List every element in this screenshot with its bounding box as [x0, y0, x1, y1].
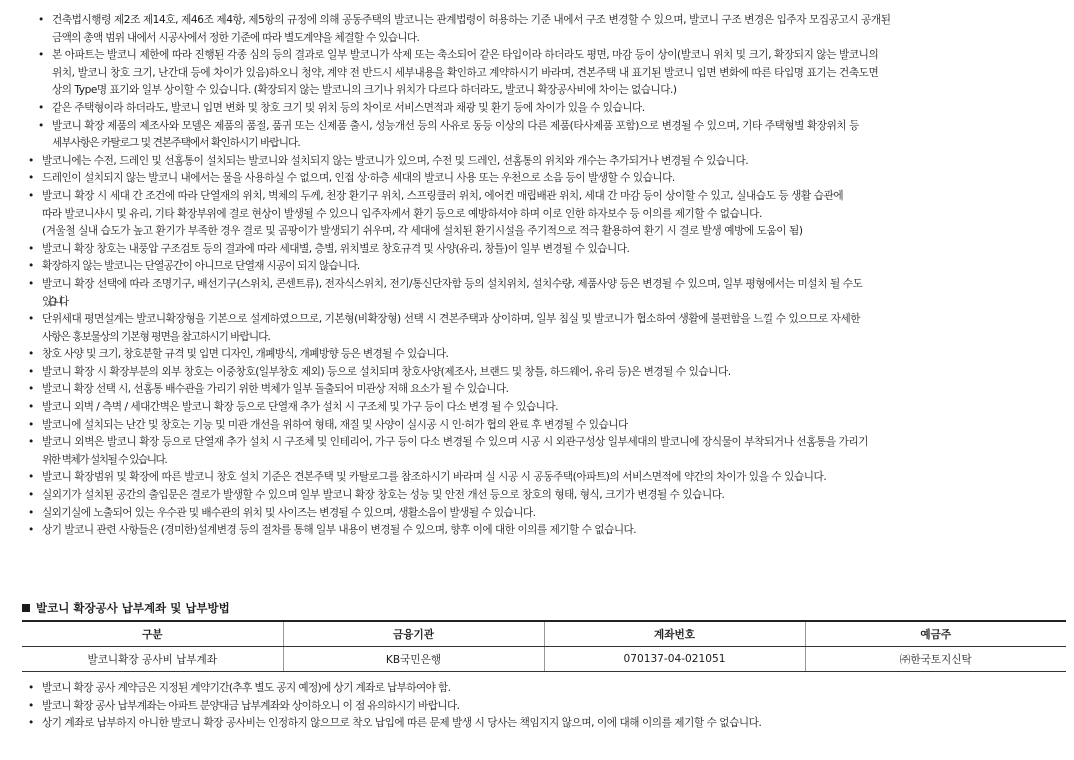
list-item-line: (겨울철 실내 습도가 높고 환기가 부족한 경우 결로 및 곰팡이가 발생되기 쉬우며, 각 세대에 설치된 환기시설을 주기적으로 적극 활용하여 환기 시 결로 발생 예방에 도움이 됨): [42, 225, 803, 238]
list-item: [28, 364, 1062, 382]
list-item: [28, 170, 1062, 188]
cell-category: 발코니확장 공사비 납부계좌: [22, 647, 283, 672]
header-account-holder: 예금주: [805, 621, 1066, 647]
list-item-line: • 본 아파트는 발코니 제한에 따라 진행된 각종 심의 등의 결과로 일부 발코니가 삭제 또는 축소되어 같은 타입이라 하더라도 평면, 마감 등이 상이(발코니 위치 및 크기, 확장되지 않는 발코니의: [52, 49, 879, 62]
list-item-line: 사항은 홍보물상의 기본형 평면을 참고하시기 바랍니다.: [42, 330, 270, 343]
list-item-line: 상의 Type명 표기와 일부 상이할 수 있습니다. (확장되지 않는 발코니의 크기나 위치가 다르다 하더라도, 발코니 확장공사비에 차이는 없습니다.): [52, 84, 677, 97]
header-category: 구분: [22, 621, 283, 647]
list-item-line: • 발코니 확장 선택 시, 선홈통 배수관을 가리기 위한 벽체가 일부 돌출되어 미관상 저해 요소가 될 수 있습니다.: [42, 383, 509, 396]
payment-notes-list: [28, 680, 1062, 733]
list-item-line: • 드레인이 설치되지 않는 발코니 내에서는 물을 사용하실 수 없으며, 인접 상·하층 세대의 발코니 사용 또는 우천으로 소음 등이 발생할 수 있습니다.: [42, 172, 675, 185]
list-item-line: • 발코니에 설치되는 난간 및 창호는 기능 및 미관 개선을 위하여 형태, 재질 및 사양이 실시공 시 인·허가 협의 완료 후 변경될 수 있습니다: [42, 418, 628, 431]
list-item: [28, 469, 1062, 487]
list-item-line: • 창호 사양 및 크기, 창호분할 규격 및 입면 디자인, 개폐방식, 개폐방향 등은 변경될 수 있습니다.: [42, 348, 449, 361]
list-item-line: • 발코니 확장 창호는 내풍압 구조검토 등의 결과에 따라 세대별, 층별, 위치별로 창호규격 및 사양(유리, 창틀)이 일부 변경될 수 있습니다.: [42, 242, 630, 255]
list-item: [28, 698, 1062, 716]
table-row: [22, 647, 1066, 672]
list-item-line: • 발코니 확장 선택에 따라 조명기구, 배선기구(스위치, 콘센트류), 전자식스위치, 전기/통신단자함 등의 설치위치, 설치수량, 제품사양 등은 변경될 수 있으며, 일부 평형에서는 미설치 될 수도: [42, 277, 863, 290]
list-item-line: • 발코니 확장 시 확장부분의 외부 창호는 이중창호(일부창호 제외) 등으로 설치되며 창호사양(제조사, 브랜드 및 창틀, 하드웨어, 유리 등)은 변경될 수 있습니다.: [42, 365, 731, 378]
list-item-line: • 확장하지 않는 발코니는 단열공간이 아니므로 단열재 시공이 되지 않습니다.: [42, 260, 360, 273]
balcony-notes-list: [28, 12, 1062, 540]
list-item: [28, 680, 1062, 698]
list-item: [38, 100, 1062, 118]
list-item: [28, 399, 1062, 417]
list-item-line: 세부사항은 카탈로그 및 견본주택에서 확인하시기 바랍니다.: [52, 137, 300, 150]
list-item-line: • 발코니에는 수전, 드레인 및 선홈통이 설치되는 발코니와 설치되지 않는 발코니가 있으며, 수전 및 드레인, 선홈통의 위치와 개수는 추가되거나 변경될 수 있습니다.: [42, 154, 749, 167]
list-item-line: 위치, 발코니 창호 크기, 난간대 등에 차이가 있음)하오니 청약, 계약 전 반드시 세부내용을 확인하고 계약하시기 바라며, 견본주택 내 표기된 발코니 입면 변화에 따른 타입명 표기는 건축도면: [52, 66, 879, 79]
list-item: [28, 522, 1062, 540]
list-item-line: • 상기 계좌로 납부하지 아니한 발코니 확장 공사비는 인정하지 않으므로 착오 납입에 따른 문제 발생 시 당사는 책임지지 않으며, 이에 대해 이의를 제기할 수 없습니다.: [42, 717, 762, 730]
list-item: [28, 153, 1062, 171]
list-item: [38, 118, 1062, 153]
list-item: [28, 434, 1062, 469]
list-item: [28, 276, 1062, 311]
list-item-line: • 실외기실에 노출되어 있는 우수관 및 배수관의 위치 및 사이즈는 변경될 수 있으며, 생활소음이 발생될 수 있습니다.: [42, 506, 536, 519]
payment-account-table: [22, 620, 1066, 672]
list-item: [28, 505, 1062, 523]
list-item-line: • 발코니 확장 공사 납부계좌는 아파트 분양대금 납부계좌와 상이하오니 이 점 유의하시기 바랍니다.: [42, 699, 460, 712]
list-item: [28, 188, 1062, 241]
list-item-line: • 발코니 확장범위 및 확장에 따른 발코니 창호 설치 기준은 견본주택 및 카탈로그를 참조하시기 바라며 실 시공 시 공동주택(아파트)의 서비스면적에 약간의 차이가 있을 수 있습니다.: [42, 471, 827, 484]
list-item: [38, 47, 1062, 100]
list-item: [28, 258, 1062, 276]
list-item-line: • 발코니 확장 공사 계약금은 지정된 계약기간(추후 별도 공지 예정)에 상기 계좌로 납부하여야 함.: [42, 682, 451, 694]
list-item-line: • 상기 발코니 관련 사항들은 (경미한)설계변경 등의 절차를 통해 일부 내용이 변경될 수 있으며, 향후 이에 대한 이의를 제기할 수 없습니다.: [42, 524, 637, 537]
list-item-line: • 건축법시행령 제2조 제14호, 제46조 제4항, 제5항의 규정에 의해 공동주택의 발코니는 관계법령이 허용하는 기준 내에서 구조 변경할 수 있으며, 발코니 구조 변경은 입주자 모집공고시 공개된: [52, 14, 891, 26]
list-item-line: • 발코니 확장 시 세대 간 조건에 따라 단열재의 위치, 벽체의 두께, 천장 환기구 위치, 스프링클러 위치, 에어컨 매립배관 위치, 세대 간 마감 등이 상이할 수 있고, 실내습도 등 생활 습관에: [42, 189, 844, 202]
header-bank: 금융기관: [283, 621, 544, 647]
list-item-line: 위한 벽체가 설치될 수 있습니다.: [42, 453, 167, 466]
table-header-row: [22, 621, 1066, 647]
list-item-line: • 발코니 확장 제품의 제조사와 모델은 제품의 품절, 품귀 또는 신제품 출시, 성능개선 등의 사유로 동등 이상의 다른 제품(타사제품 포함)으로 변경될 수 있으며, 기타 주택형별 확장위치 등: [52, 119, 859, 132]
list-item-line: • 발코니 외벽 / 측벽 / 세대간벽은 발코니 확장 등으로 단열재 추가 설치 시 구조체 및 가구 등이 다소 변경 될 수 있습니다.: [42, 401, 558, 414]
list-item-line: • 발코니 외벽은 발코니 확장 등으로 단열재 추가 설치 시 구조체 및 인테리어, 가구 등이 다소 변경될 수 있으며 시공 시 외관구성상 일부세대의 발코니에 장식물이 부착되거나 선홈통을 가리기: [42, 436, 869, 449]
square-bullet-icon: [22, 604, 30, 612]
header-account-number: 계좌번호: [544, 621, 805, 647]
list-item: [38, 12, 1062, 47]
list-item-line: 있습니다.: [42, 295, 64, 308]
list-item-line: • 실외기가 설치된 공간의 출입문은 결로가 발생할 수 있으며 일부 발코니 확장 창호는 성능 및 안전 개선 등으로 창호의 형태, 형식, 크기가 변경될 수 있습니다.: [42, 489, 725, 502]
list-item: [28, 241, 1062, 259]
list-item-line: • 단위세대 평면설계는 발코니확장형을 기본으로 설계하였으므로, 기본형(비확장형) 선택 시 견본주택과 상이하며, 일부 침실 및 발코니가 협소하여 생활에 불편함을 느낄 수 있으므로 자세한: [42, 313, 861, 326]
cell-account-number: 070137-04-021051: [544, 647, 805, 672]
list-item-line: 따라 발코니샤시 및 유리, 기타 확장부위에 결로 현상이 발생될 수 있으니 입주자께서 환기 등으로 예방하셔야 하며 이로 인한 하자보수 등 이의를 제기할 수 없습니다.: [42, 207, 762, 220]
cell-bank: KB국민은행: [283, 647, 544, 672]
list-item: [28, 346, 1062, 364]
list-item: [28, 381, 1062, 399]
list-item: [28, 487, 1062, 505]
list-item: [28, 311, 1062, 346]
section-title: [22, 600, 230, 616]
list-item: [28, 715, 1062, 733]
list-item-line: 금액의 총액 범위 내에서 시공사에서 정한 기준에 따라 별도계약을 체결할 수 있습니다.: [52, 31, 420, 44]
section-title-text: 발코니 확장공사 납부계좌 및 납부방법: [36, 601, 230, 615]
list-item: [28, 417, 1062, 435]
cell-account-holder: ㈜한국토지신탁: [805, 647, 1066, 672]
list-item-line: • 같은 주택형이라 하더라도, 발코니 입면 변화 및 창호 크기 및 위치 등의 차이로 서비스면적과 채광 및 환기 등에 차이가 있을 수 있습니다.: [52, 101, 645, 114]
